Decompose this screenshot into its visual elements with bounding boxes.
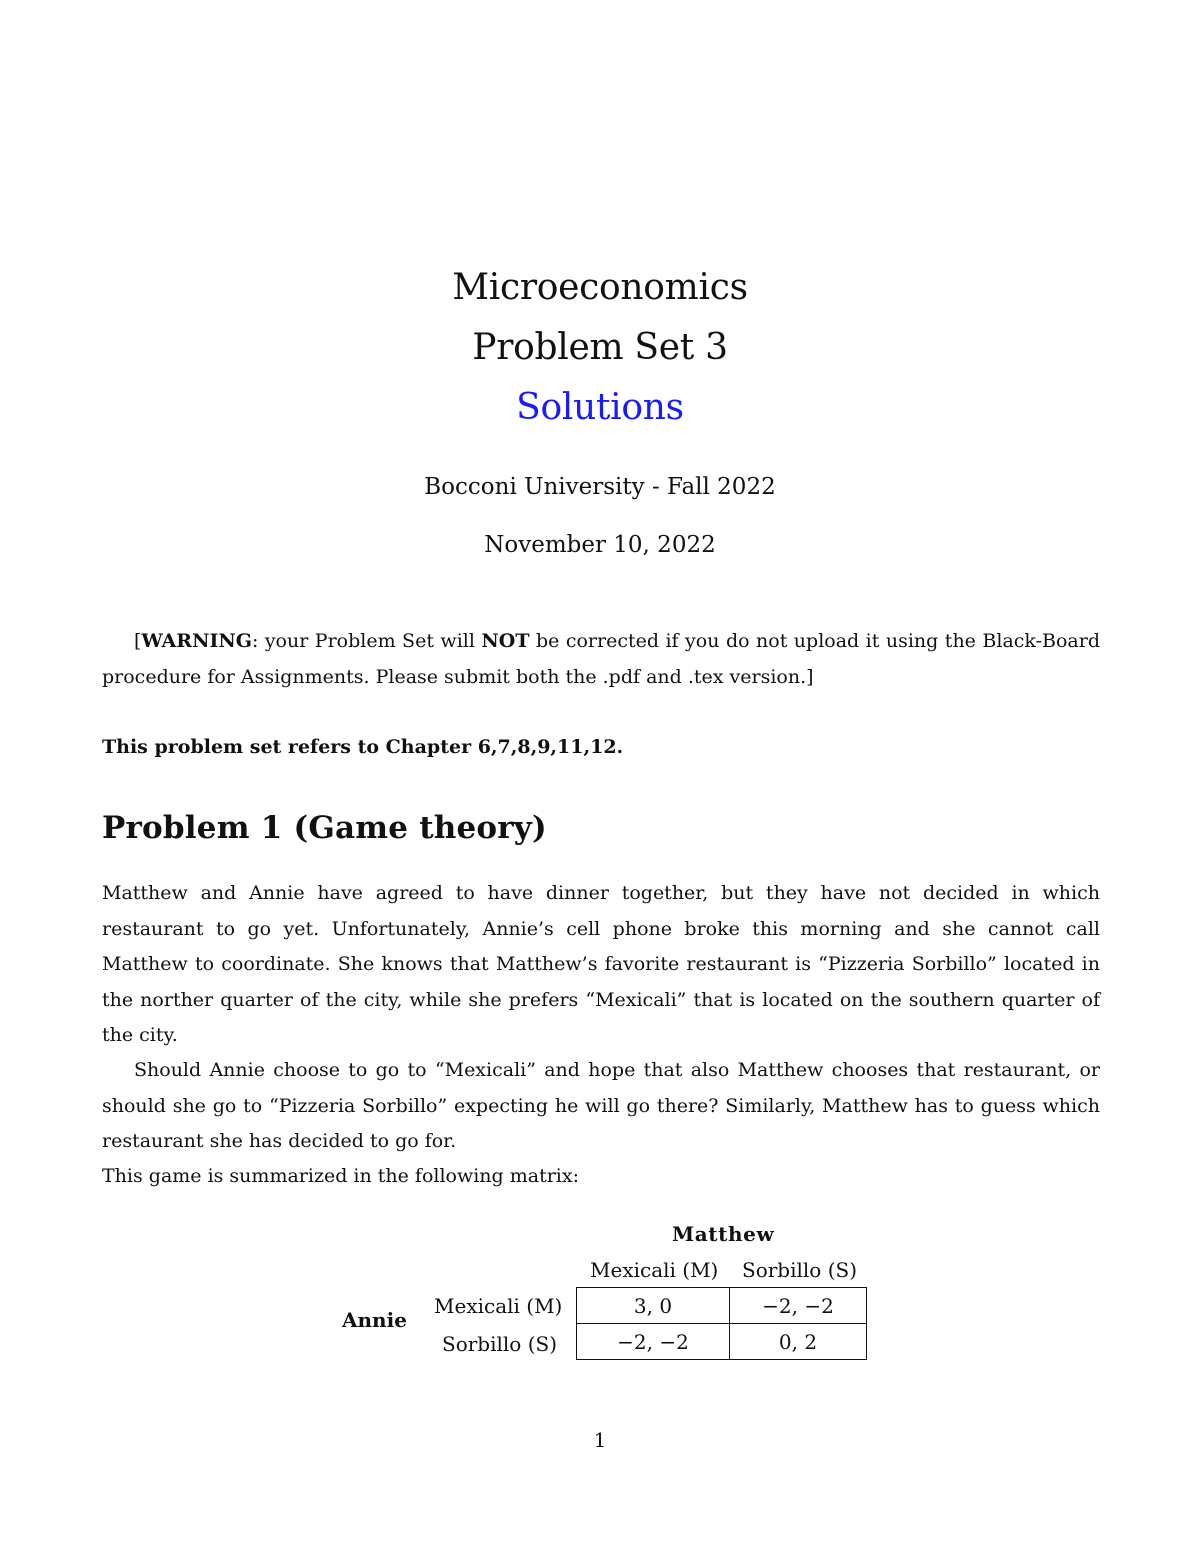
warning-text-b: be corrected if you do not upload it using the Black-Board procedure for Assignments. Please submit both the .pdf and .tex version.] xyxy=(102,630,1100,688)
row-label-sorbillo: Sorbillo (S) xyxy=(442,1332,557,1356)
problem-1-paragraph-3: This game is summarized in the following matrix: xyxy=(102,1165,580,1187)
problem-1-paragraph-1: Matthew and Annie have agreed to have dinner together, but they have not decided in which restaurant to go yet. Unfortunately, Annie’s cell phone broke this morning and she cannot call Matthew to coordinate. She knows that Matthew’s favorite restaurant is “Pizzeria Sorbillo” located in the norther quarter of the city, while she prefers “Mexicali” that is located on the southern quarter of the city. xyxy=(102,882,1100,1046)
solutions-title: Solutions xyxy=(516,387,684,428)
date-line: November 10, 2022 xyxy=(484,532,716,558)
title-block xyxy=(0,258,1200,438)
warning-not: NOT xyxy=(481,630,530,652)
warning-open-bracket: [ xyxy=(134,630,142,652)
table-row xyxy=(577,1324,867,1360)
column-label-mexicali: Mexicali (M) xyxy=(590,1258,719,1282)
problem-1-paragraph-2: Should Annie choose to go to “Mexicali” and hope that also Matthew chooses that restaurant, or should she go to “Pizzeria Sorbillo” expecting he will go there? Similarly, Matthew has to guess which restaurant she has decided to go for. xyxy=(102,1059,1100,1152)
payoff-cell: −2, −2 xyxy=(730,1288,867,1324)
institution-line: Bocconi University - Fall 2022 xyxy=(424,474,776,500)
page-number: 1 xyxy=(593,1428,607,1452)
problem-set-title: Problem Set 3 xyxy=(472,327,728,368)
payoff-cell: −2, −2 xyxy=(577,1324,730,1360)
payoff-cell: 0, 2 xyxy=(730,1324,867,1360)
course-title: Microeconomics xyxy=(452,267,748,308)
row-player-label: Annie xyxy=(342,1308,407,1332)
row-label-mexicali: Mexicali (M) xyxy=(434,1294,563,1318)
payoff-table xyxy=(576,1287,867,1360)
column-label-sorbillo: Sorbillo (S) xyxy=(742,1258,857,1282)
warning-paragraph xyxy=(102,624,1100,695)
chapters-note: This problem set refers to Chapter 6,7,8,9,11,12. xyxy=(102,736,624,758)
table-row xyxy=(577,1288,867,1324)
problem-1-heading: Problem 1 (Game theory) xyxy=(102,810,547,846)
payoff-cell: 3, 0 xyxy=(577,1288,730,1324)
column-player-label: Matthew xyxy=(672,1222,775,1246)
warning-text-a: : your Problem Set will xyxy=(251,630,482,652)
warning-label: WARNING xyxy=(141,630,252,652)
